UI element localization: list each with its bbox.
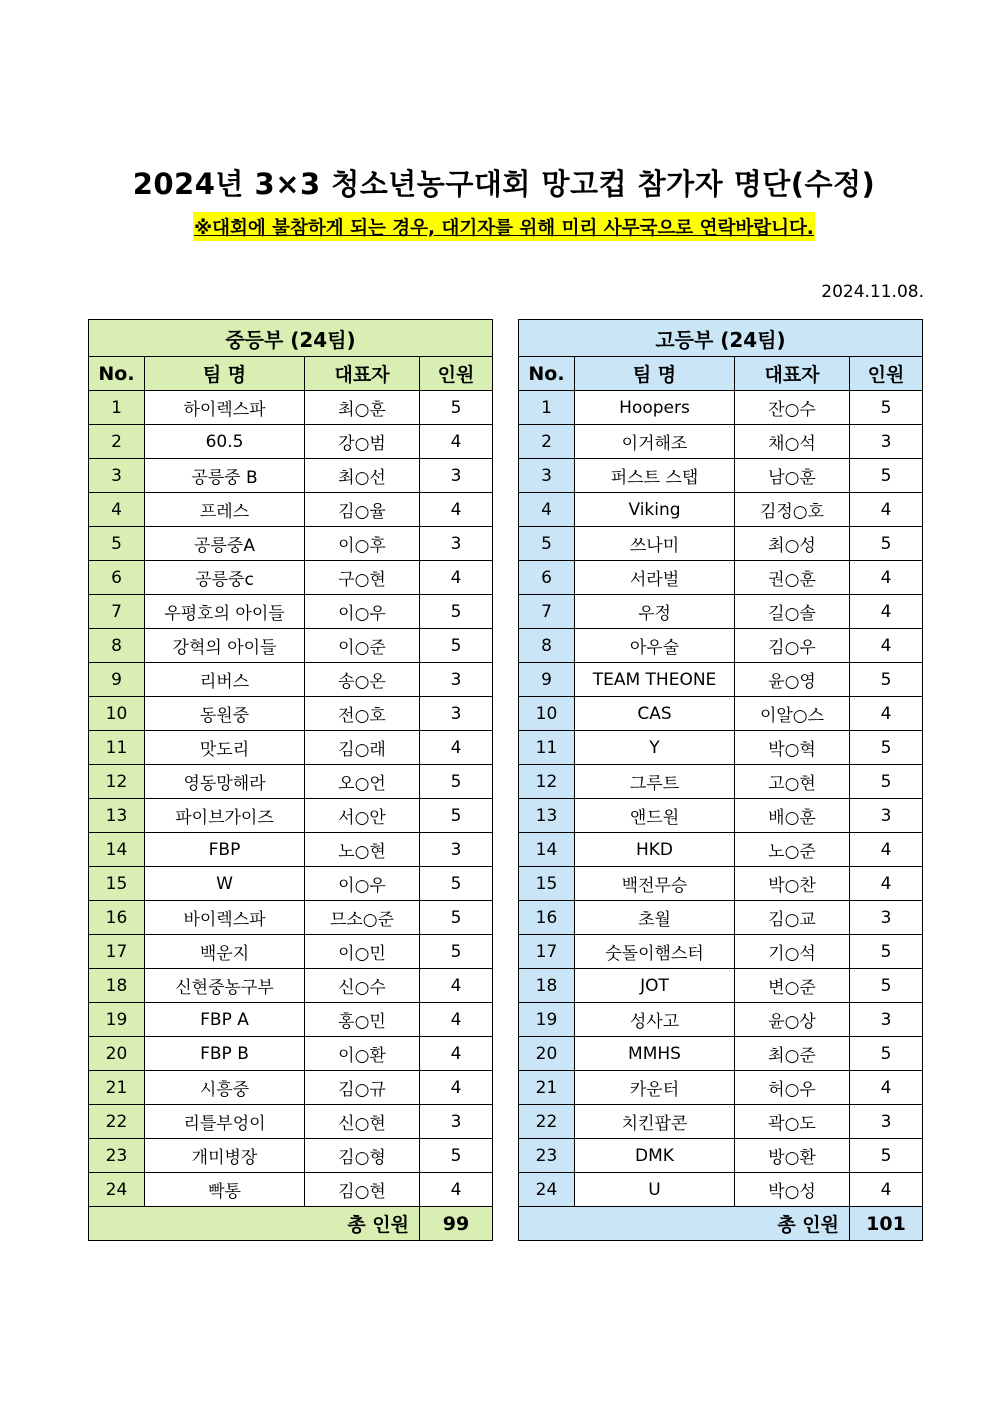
- member-count: 3: [420, 833, 493, 867]
- member-count: 5: [420, 935, 493, 969]
- team-name: 리틀부엉이: [145, 1105, 305, 1139]
- representative: 김○교: [735, 901, 850, 935]
- representative: 김○율: [305, 493, 420, 527]
- team-number: 23: [519, 1139, 575, 1173]
- team-number: 6: [89, 561, 145, 595]
- representative: 이○우: [305, 595, 420, 629]
- table-row: [89, 1071, 493, 1105]
- representative: 최○훈: [305, 391, 420, 425]
- team-name: 백전무승: [575, 867, 735, 901]
- team-number: 20: [89, 1037, 145, 1071]
- team-number: 14: [519, 833, 575, 867]
- member-count: 3: [420, 527, 493, 561]
- table-row: [519, 901, 923, 935]
- team-number: 18: [89, 969, 145, 1003]
- team-name: W: [145, 867, 305, 901]
- representative: 박○성: [735, 1173, 850, 1207]
- total-row: [89, 1207, 493, 1241]
- team-name: DMK: [575, 1139, 735, 1173]
- member-count: 3: [420, 1105, 493, 1139]
- representative: 방○환: [735, 1139, 850, 1173]
- table-row: [519, 1139, 923, 1173]
- team-name: TEAM THEONE: [575, 663, 735, 697]
- team-number: 4: [519, 493, 575, 527]
- team-number: 5: [519, 527, 575, 561]
- column-header-row: [89, 357, 493, 391]
- section-heading-row: [89, 320, 493, 357]
- member-count: 5: [420, 391, 493, 425]
- col-header-rep: 대표자: [305, 357, 420, 391]
- member-count: 5: [420, 867, 493, 901]
- team-number: 16: [89, 901, 145, 935]
- team-number: 6: [519, 561, 575, 595]
- representative: 이○환: [305, 1037, 420, 1071]
- representative: 이○민: [305, 935, 420, 969]
- table-row: [519, 833, 923, 867]
- table-row: [519, 697, 923, 731]
- team-number: 14: [89, 833, 145, 867]
- member-count: 3: [420, 663, 493, 697]
- team-name: 이거해조: [575, 425, 735, 459]
- table-row: [89, 459, 493, 493]
- team-number: 22: [89, 1105, 145, 1139]
- notice-banner: ※대회에 불참하게 되는 경우, 대기자를 위해 미리 사무국으로 연락바랍니다.: [193, 212, 815, 241]
- representative: 김○우: [735, 629, 850, 663]
- member-count: 4: [850, 629, 923, 663]
- team-number: 7: [89, 595, 145, 629]
- representative: 강○범: [305, 425, 420, 459]
- member-count: 4: [850, 833, 923, 867]
- team-name: 우정: [575, 595, 735, 629]
- team-name: 프레스: [145, 493, 305, 527]
- team-number: 17: [89, 935, 145, 969]
- representative: 김정○호: [735, 493, 850, 527]
- table-row: [519, 1003, 923, 1037]
- column-header-row: [519, 357, 923, 391]
- team-name: Hoopers: [575, 391, 735, 425]
- representative: 최○성: [735, 527, 850, 561]
- team-number: 9: [89, 663, 145, 697]
- representative: 므소○준: [305, 901, 420, 935]
- table-row: [519, 663, 923, 697]
- representative: 이○준: [305, 629, 420, 663]
- team-name: JOT: [575, 969, 735, 1003]
- team-number: 12: [89, 765, 145, 799]
- team-number: 24: [519, 1173, 575, 1207]
- team-name: 바이렉스파: [145, 901, 305, 935]
- team-number: 13: [89, 799, 145, 833]
- team-name: 리버스: [145, 663, 305, 697]
- representative: 박○찬: [735, 867, 850, 901]
- table-row: [519, 867, 923, 901]
- team-number: 3: [519, 459, 575, 493]
- table-row: [519, 425, 923, 459]
- member-count: 4: [850, 1173, 923, 1207]
- representative: 구○현: [305, 561, 420, 595]
- section-heading: 고등부 (24팀): [519, 320, 923, 357]
- team-number: 1: [519, 391, 575, 425]
- team-number: 10: [89, 697, 145, 731]
- representative: 허○우: [735, 1071, 850, 1105]
- representative: 고○현: [735, 765, 850, 799]
- col-header-no: No.: [89, 357, 145, 391]
- team-name: U: [575, 1173, 735, 1207]
- representative: 윤○상: [735, 1003, 850, 1037]
- member-count: 5: [850, 935, 923, 969]
- team-name: 동원중: [145, 697, 305, 731]
- representative: 김○형: [305, 1139, 420, 1173]
- representative: 신○수: [305, 969, 420, 1003]
- team-name: 공릉중 B: [145, 459, 305, 493]
- table-row: [519, 629, 923, 663]
- team-name: 공릉중c: [145, 561, 305, 595]
- team-name: 개미병장: [145, 1139, 305, 1173]
- representative: 윤○영: [735, 663, 850, 697]
- team-number: 15: [89, 867, 145, 901]
- total-row: [519, 1207, 923, 1241]
- col-header-count: 인원: [850, 357, 923, 391]
- representative: 박○혁: [735, 731, 850, 765]
- table-row: [89, 629, 493, 663]
- member-count: 5: [850, 391, 923, 425]
- team-name: 카운터: [575, 1071, 735, 1105]
- member-count: 3: [420, 697, 493, 731]
- table-row: [89, 1037, 493, 1071]
- member-count: 4: [420, 493, 493, 527]
- member-count: 4: [420, 731, 493, 765]
- team-number: 3: [89, 459, 145, 493]
- team-number: 13: [519, 799, 575, 833]
- middle-school-table: [88, 319, 493, 1241]
- total-count: 99: [420, 1207, 493, 1241]
- table-row: [519, 1173, 923, 1207]
- team-name: 퍼스트 스탭: [575, 459, 735, 493]
- team-name: 하이렉스파: [145, 391, 305, 425]
- member-count: 5: [420, 765, 493, 799]
- representative: 변○준: [735, 969, 850, 1003]
- representative: 이○후: [305, 527, 420, 561]
- table-row: [519, 1071, 923, 1105]
- member-count: 3: [420, 459, 493, 493]
- table-row: [519, 799, 923, 833]
- team-number: 2: [89, 425, 145, 459]
- representative: 서○안: [305, 799, 420, 833]
- team-name: 시흥중: [145, 1071, 305, 1105]
- team-name: 빡통: [145, 1173, 305, 1207]
- representative: 이○우: [305, 867, 420, 901]
- representative: 홍○민: [305, 1003, 420, 1037]
- table-row: [89, 595, 493, 629]
- table-row: [519, 493, 923, 527]
- team-number: 1: [89, 391, 145, 425]
- team-name: 성사고: [575, 1003, 735, 1037]
- member-count: 5: [850, 1037, 923, 1071]
- team-number: 24: [89, 1173, 145, 1207]
- member-count: 5: [850, 663, 923, 697]
- team-number: 23: [89, 1139, 145, 1173]
- member-count: 4: [420, 1173, 493, 1207]
- member-count: 5: [850, 731, 923, 765]
- table-row: [89, 1139, 493, 1173]
- table-row: [89, 663, 493, 697]
- member-count: 4: [850, 561, 923, 595]
- team-number: 7: [519, 595, 575, 629]
- section-heading: 중등부 (24팀): [89, 320, 493, 357]
- table-row: [89, 867, 493, 901]
- table-row: [519, 459, 923, 493]
- team-number: 19: [519, 1003, 575, 1037]
- team-name: CAS: [575, 697, 735, 731]
- representative: 최○준: [735, 1037, 850, 1071]
- member-count: 3: [850, 901, 923, 935]
- member-count: 4: [850, 493, 923, 527]
- member-count: 3: [850, 1105, 923, 1139]
- team-name: 그루트: [575, 765, 735, 799]
- team-name: FBP: [145, 833, 305, 867]
- page-title: 2024년 3×3 청소년농구대회 망고컵 참가자 명단(수정): [132, 167, 876, 201]
- team-name: FBP A: [145, 1003, 305, 1037]
- team-name: 아우술: [575, 629, 735, 663]
- representative: 신○현: [305, 1105, 420, 1139]
- representative: 오○언: [305, 765, 420, 799]
- table-row: [89, 765, 493, 799]
- team-number: 10: [519, 697, 575, 731]
- table-row: [89, 1105, 493, 1139]
- member-count: 5: [420, 595, 493, 629]
- team-number: 11: [519, 731, 575, 765]
- team-number: 11: [89, 731, 145, 765]
- table-row: [519, 1105, 923, 1139]
- member-count: 4: [850, 1071, 923, 1105]
- member-count: 4: [420, 1037, 493, 1071]
- team-number: 20: [519, 1037, 575, 1071]
- team-name: 쓰나미: [575, 527, 735, 561]
- team-name: 60.5: [145, 425, 305, 459]
- team-name: 초월: [575, 901, 735, 935]
- representative: 남○훈: [735, 459, 850, 493]
- team-number: 19: [89, 1003, 145, 1037]
- member-count: 5: [850, 969, 923, 1003]
- team-name: 맛도리: [145, 731, 305, 765]
- member-count: 4: [420, 1003, 493, 1037]
- team-name: 신현중농구부: [145, 969, 305, 1003]
- member-count: 3: [850, 425, 923, 459]
- table-row: [89, 527, 493, 561]
- representative: 곽○도: [735, 1105, 850, 1139]
- member-count: 4: [420, 969, 493, 1003]
- team-number: 5: [89, 527, 145, 561]
- team-name: 백운지: [145, 935, 305, 969]
- member-count: 4: [420, 1071, 493, 1105]
- representative: 노○현: [305, 833, 420, 867]
- representative: 김○규: [305, 1071, 420, 1105]
- table-row: [519, 731, 923, 765]
- representative: 전○호: [305, 697, 420, 731]
- team-number: 9: [519, 663, 575, 697]
- team-name: 치킨팝콘: [575, 1105, 735, 1139]
- team-number: 16: [519, 901, 575, 935]
- table-row: [89, 833, 493, 867]
- team-name: HKD: [575, 833, 735, 867]
- team-number: 4: [89, 493, 145, 527]
- table-row: [519, 561, 923, 595]
- representative: 노○준: [735, 833, 850, 867]
- team-name: 우평호의 아이들: [145, 595, 305, 629]
- team-name: 앤드원: [575, 799, 735, 833]
- table-row: [89, 969, 493, 1003]
- table-row: [89, 391, 493, 425]
- total-count: 101: [850, 1207, 923, 1241]
- member-count: 5: [850, 459, 923, 493]
- team-name: Viking: [575, 493, 735, 527]
- member-count: 4: [420, 561, 493, 595]
- total-label: 총 인원: [519, 1207, 850, 1241]
- team-number: 8: [519, 629, 575, 663]
- representative: 기○석: [735, 935, 850, 969]
- representative: 송○온: [305, 663, 420, 697]
- table-row: [89, 901, 493, 935]
- high-school-table: [518, 319, 923, 1241]
- team-name: 숫돌이햄스터: [575, 935, 735, 969]
- team-number: 2: [519, 425, 575, 459]
- team-number: 12: [519, 765, 575, 799]
- member-count: 5: [420, 901, 493, 935]
- table-row: [519, 595, 923, 629]
- document-date: 2024.11.08.: [821, 282, 924, 302]
- team-name: FBP B: [145, 1037, 305, 1071]
- representative: 이알○스: [735, 697, 850, 731]
- representative: 김○래: [305, 731, 420, 765]
- member-count: 5: [420, 1139, 493, 1173]
- team-name: 공릉중A: [145, 527, 305, 561]
- member-count: 3: [850, 799, 923, 833]
- team-name: 서라벌: [575, 561, 735, 595]
- member-count: 5: [850, 765, 923, 799]
- table-row: [519, 935, 923, 969]
- member-count: 5: [850, 1139, 923, 1173]
- table-row: [89, 935, 493, 969]
- col-header-count: 인원: [420, 357, 493, 391]
- table-row: [89, 731, 493, 765]
- team-name: 파이브가이즈: [145, 799, 305, 833]
- team-name: 강혁의 아이들: [145, 629, 305, 663]
- member-count: 4: [420, 425, 493, 459]
- team-number: 17: [519, 935, 575, 969]
- team-number: 18: [519, 969, 575, 1003]
- team-name: 영동망해라: [145, 765, 305, 799]
- team-number: 8: [89, 629, 145, 663]
- table-row: [89, 1003, 493, 1037]
- col-header-team: 팀 명: [145, 357, 305, 391]
- representative: 최○선: [305, 459, 420, 493]
- team-number: 21: [89, 1071, 145, 1105]
- member-count: 3: [850, 1003, 923, 1037]
- representative: 김○현: [305, 1173, 420, 1207]
- table-row: [519, 527, 923, 561]
- table-row: [519, 1037, 923, 1071]
- section-heading-row: [519, 320, 923, 357]
- table-row: [89, 425, 493, 459]
- table-row: [519, 391, 923, 425]
- member-count: 4: [850, 697, 923, 731]
- table-row: [89, 697, 493, 731]
- team-name: MMHS: [575, 1037, 735, 1071]
- col-header-no: No.: [519, 357, 575, 391]
- member-count: 5: [420, 799, 493, 833]
- table-row: [89, 493, 493, 527]
- member-count: 4: [850, 867, 923, 901]
- table-row: [519, 765, 923, 799]
- representative: 배○훈: [735, 799, 850, 833]
- total-label: 총 인원: [89, 1207, 420, 1241]
- team-number: 15: [519, 867, 575, 901]
- representative: 권○훈: [735, 561, 850, 595]
- table-row: [89, 799, 493, 833]
- representative: 채○석: [735, 425, 850, 459]
- member-count: 5: [850, 527, 923, 561]
- table-row: [519, 969, 923, 1003]
- table-row: [89, 561, 493, 595]
- team-number: 21: [519, 1071, 575, 1105]
- member-count: 4: [850, 595, 923, 629]
- member-count: 5: [420, 629, 493, 663]
- col-header-rep: 대표자: [735, 357, 850, 391]
- col-header-team: 팀 명: [575, 357, 735, 391]
- representative: 잔○수: [735, 391, 850, 425]
- table-row: [89, 1173, 493, 1207]
- team-number: 22: [519, 1105, 575, 1139]
- representative: 길○솔: [735, 595, 850, 629]
- team-name: Y: [575, 731, 735, 765]
